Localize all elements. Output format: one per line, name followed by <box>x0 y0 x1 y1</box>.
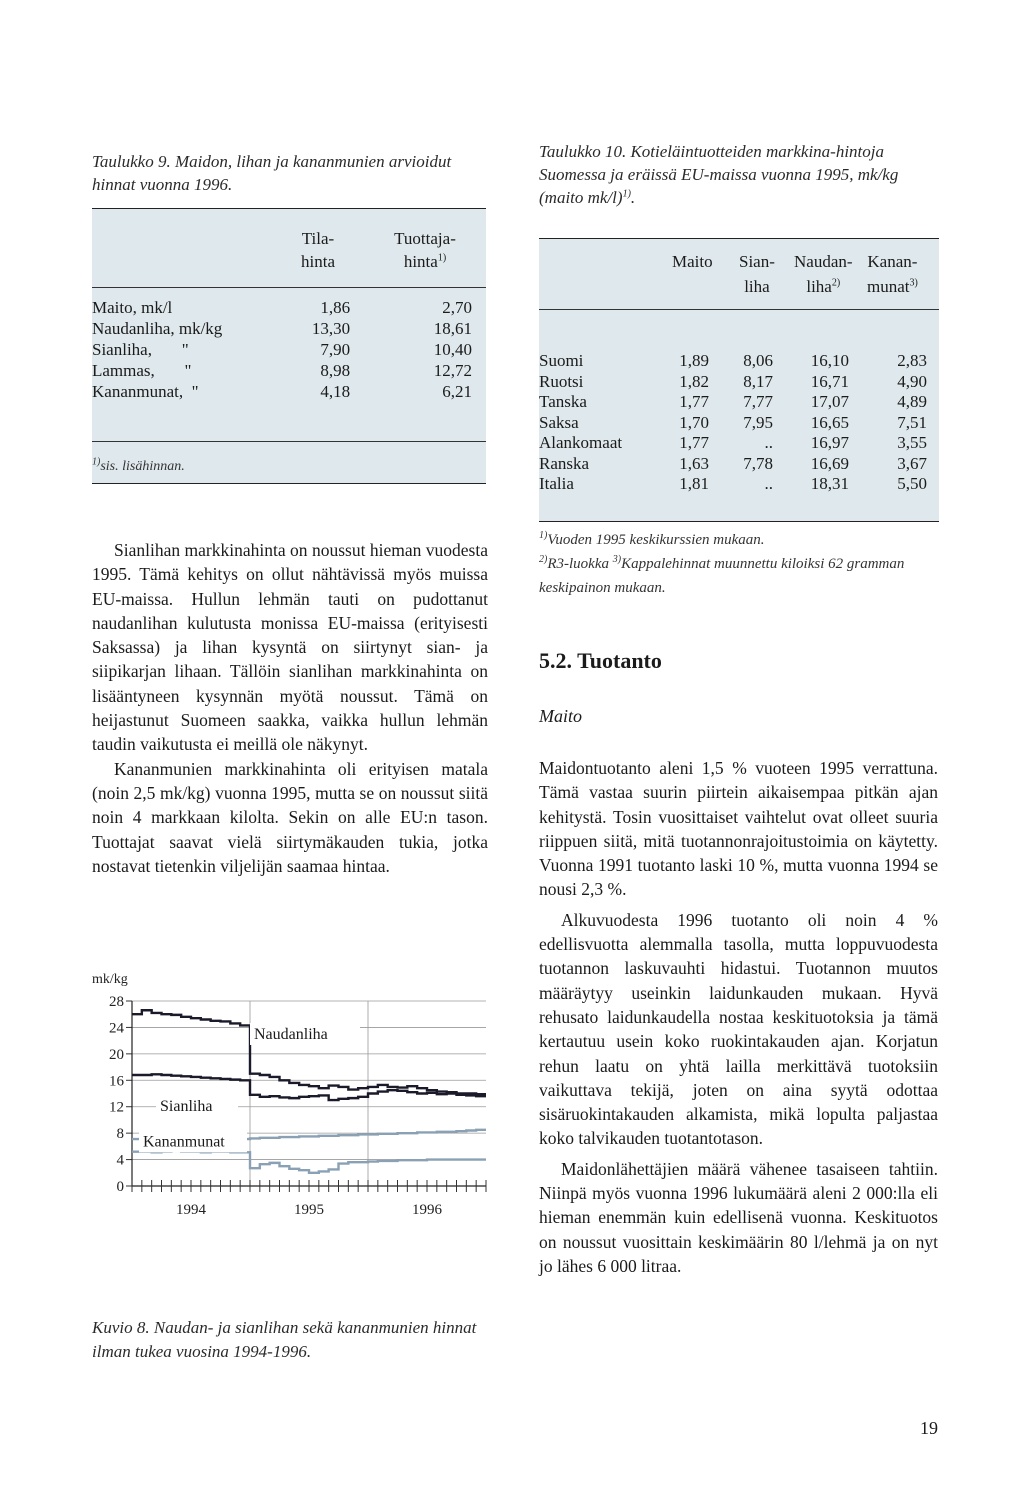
cell-maito: 1,82 <box>679 371 709 391</box>
row-country: Suomi <box>539 351 584 370</box>
y-tick-label: 0 <box>116 1179 124 1195</box>
cell-sian: 7,77 <box>743 392 773 411</box>
cell-kanan: 3,55 <box>897 433 927 452</box>
series-line-kananmunat <box>132 1151 486 1173</box>
row-country: Ruotsi <box>539 371 584 391</box>
cell-tuottaja: 10,40 <box>433 340 472 359</box>
row-label: Kananmunat, " <box>92 382 199 401</box>
figure-caption: Kuvio 8. Naudan- ja sianlihan sekä kananmunien hinnat ilman tukea vuosina 1994-1996. <box>92 1318 477 1361</box>
cell-sian: 7,78 <box>743 453 773 473</box>
table9-header: Tila- hinta Tuottaja- hinta$^{1)}$ <box>92 227 486 288</box>
y-axis-label: mk/kg <box>92 972 128 987</box>
table-row <box>539 392 927 413</box>
cell-tila: 1,86 <box>320 298 351 317</box>
table10-header: Maito Sian- liha Naudan- liha$^{2)}$ Kanan- munat$^{3)}$ <box>539 247 939 310</box>
cell-naudan: 16,10 <box>810 351 849 370</box>
row-label: Maito, mk/l <box>92 298 173 317</box>
table-row <box>539 372 927 393</box>
cell-kanan: 4,90 <box>897 371 927 391</box>
paragraph: Alkuvuodesta 1996 tuotanto oli noin 4 % edellisvuotta alemmalla tasolla, mutta loppuvuodesta tuotannon laskuvauhti hidastui. Tuotannon muutos määräytyy useinkin laidunkauden mukaan. Hyvä rehusato laidunkaudella nostaa keskituotoksia ja tämä kertautuu usein koko ruokintakauden ajan. Korjatun rehun laatu on yhtä lailla merkittävä tuotoksiin vaikuttava tekijä, joten on aina syytä odottaa sisäruokintakauden alkamista, mikä lopulta paljastaa koko talvikauden tuotantotason. <box>539 909 938 1149</box>
cell-kanan: 2,83 <box>897 351 927 370</box>
cell-kanan: 7,51 <box>897 412 927 432</box>
row-label: Sianliha, " <box>92 340 189 359</box>
paragraph: Maidonlähettäjien määrä vähenee tasaiseen tahtiin. Niinpä myös vuonna 1996 lukumäärä aleni 2 000:lla eli hieman enemmän kuin edellisenä vuonna. Keskituotos on noussut vuosittain keskimäärin 80 l/lehmä ja on nyt jo lähes 6 000 litraa. <box>539 1158 938 1276</box>
table9-body <box>92 297 472 402</box>
cell-naudan: 18,31 <box>810 474 849 493</box>
y-tick-label: 28 <box>109 994 124 1010</box>
row-label: Lammas, " <box>92 361 192 380</box>
page-number: 19 <box>920 1418 938 1438</box>
paragraph: Sianlihan markkinahinta on noussut hieman vuodesta 1995. Tämä kehitys on ollut nähtävissä myös muissa EU-maissa. Hullun lehmän tauti on pudottanut naudanlihan kulutusta monissa EU-maissa (erityisesti Saksassa) ja lihan kysyntä on siirtynyt sian- ja siipikarjan lihaan. Tällöin sianlihan markkinahinta on lisääntyneen kysynnän myötä noussut. Tämä on heijastunut Suomeen saakka, vaikka hullun lehmän taudin vaikutusta ei meillä ole näkynyt. <box>92 540 488 755</box>
table10 <box>539 238 939 522</box>
header-tilahinta-l1: Tila- <box>301 229 335 248</box>
cell-maito: 1,89 <box>679 351 709 370</box>
cell-maito: 1,70 <box>679 412 709 432</box>
cell-tila: 8,98 <box>320 361 351 380</box>
annotation-sianliha: Sianliha <box>160 1098 213 1115</box>
table9-footnote: $^{1)}$sis. lisähinnan. <box>92 456 185 474</box>
table-row <box>92 381 472 402</box>
cell-sian: 8,17 <box>743 371 773 391</box>
cell-naudan: 16,65 <box>810 412 849 432</box>
cell-naudan: 16,97 <box>810 433 849 452</box>
header-maito: Maito <box>672 252 713 271</box>
table10-caption: Taulukko 10. Kotieläintuotteiden markkina-hintoja Suomessa ja eräissä EU-maissa vuonna 1995, mk/kg (maito mk/l)$^{1)}$. <box>539 142 899 207</box>
cell-maito: 1,81 <box>679 474 709 493</box>
cell-maito: 1,77 <box>679 392 709 411</box>
table-row <box>92 297 472 318</box>
cell-kanan: 4,89 <box>897 392 927 411</box>
cell-sian: .. <box>764 433 773 452</box>
cell-tila: 13,30 <box>311 319 351 338</box>
cell-naudan: 17,07 <box>810 392 849 411</box>
x-tick-label: 1996 <box>412 1202 442 1218</box>
row-country: Italia <box>539 474 574 493</box>
cell-sian: .. <box>764 474 773 493</box>
y-tick-label: 20 <box>109 1046 124 1063</box>
annotation-naudanliha: Naudanliha <box>254 1026 328 1043</box>
cell-naudan: 16,71 <box>810 371 849 391</box>
series-line-naudanliha <box>132 1010 486 1094</box>
cell-tuottaja: 2,70 <box>442 298 472 317</box>
x-tick-label: 1995 <box>294 1202 324 1218</box>
table9-footnote-rule <box>92 441 486 442</box>
y-tick-label: 16 <box>109 1073 124 1090</box>
table-row <box>539 351 927 372</box>
cell-tuottaja: 6,21 <box>442 382 472 401</box>
row-country: Ranska <box>539 453 590 473</box>
subsection-heading: Maito <box>539 706 582 726</box>
right-text <box>539 756 938 1278</box>
table10-body <box>539 351 927 495</box>
paragraph: Kananmunien markkinahinta oli erityisen matala (noin 2,5 mk/kg) vuonna 1995, mutta se on noussut siitä noin 4 markkaan kilolta. Sekin on alle EU:n tason. Tuottajat saavat vielä siirtymäkauden tukia, jotka nostavat tietenkin viljelijän saamaa hintaa. <box>92 758 488 876</box>
cell-tuottaja: 12,72 <box>433 361 472 380</box>
cell-kanan: 3,67 <box>897 453 927 473</box>
header-sian-l1: Sian- <box>739 252 775 271</box>
table-row <box>92 360 472 381</box>
table9-caption: Taulukko 9. Maidon, lihan ja kananmunien arvioidut hinnat vuonna 1996. <box>92 152 452 194</box>
cell-kanan: 5,50 <box>897 474 927 493</box>
table-row <box>92 318 472 339</box>
row-country: Alankomaat <box>539 433 623 452</box>
y-tick-label: 12 <box>109 1099 124 1116</box>
row-country: Saksa <box>539 412 579 432</box>
left-text <box>92 538 488 878</box>
y-tick-label: 8 <box>116 1126 124 1143</box>
table9 <box>92 208 486 484</box>
cell-sian: 7,95 <box>743 412 773 432</box>
table-row <box>539 474 927 495</box>
header-naudan-l2: liha <box>806 277 832 296</box>
cell-tila: 4,18 <box>320 382 351 401</box>
cell-tila: 7,90 <box>320 340 351 359</box>
section-heading: 5.2. Tuotanto <box>539 648 662 673</box>
header-tilahinta-l2: hinta <box>301 252 335 271</box>
table10-footnotes: $^{1)}$Vuoden 1995 keskikurssien mukaan. $^{2)}$R3-luokka $^{3)}$Kappalehinnat muunnettu kiloiksi 62 gramman keskipainon mukaan. <box>539 530 905 596</box>
x-tick-label: 1994 <box>176 1202 206 1218</box>
table-row <box>539 413 927 434</box>
header-tuottajahinta-l1: Tuottaja- <box>394 229 456 248</box>
cell-sian: 8,06 <box>743 351 773 370</box>
y-tick-label: 24 <box>109 1020 124 1037</box>
header-kanan-l1: Kanan- <box>867 252 918 271</box>
paragraph: Maidontuotanto aleni 1,5 % vuoteen 1995 verrattuna. Tämä vastaa suurin piirtein aikaisempaa pitkän ajan kehitystä. Tosin vuosittaiset vaihtelut ovat olleet suuria riippuen siitä, mitä tuotannonrajoitustoimia on käytetty. Vuonna 1991 tuotanto laski 10 %, mutta vuonna 1994 se nousi 2,3 %. <box>539 758 938 900</box>
cell-maito: 1,63 <box>679 453 709 473</box>
header-sian-l2: liha <box>744 277 770 296</box>
annotation-kananmunat: Kananmunat <box>143 1133 225 1151</box>
cell-maito: 1,77 <box>679 433 709 452</box>
cell-naudan: 16,69 <box>810 453 849 473</box>
table-row <box>539 454 927 475</box>
row-label: Naudanliha, mk/kg <box>92 319 223 338</box>
header-naudan-l1: Naudan- <box>794 252 853 271</box>
header-tuottajahinta-l2: hinta <box>403 252 438 271</box>
cell-tuottaja: 18,61 <box>433 319 472 338</box>
y-tick-label: 4 <box>116 1152 124 1169</box>
table-row <box>92 339 472 360</box>
row-country: Tanska <box>539 392 587 411</box>
table-row <box>539 433 927 454</box>
header-kanan-l2: munat <box>867 277 910 296</box>
figure-8-chart <box>86 965 496 1218</box>
line-chart <box>86 965 496 1218</box>
